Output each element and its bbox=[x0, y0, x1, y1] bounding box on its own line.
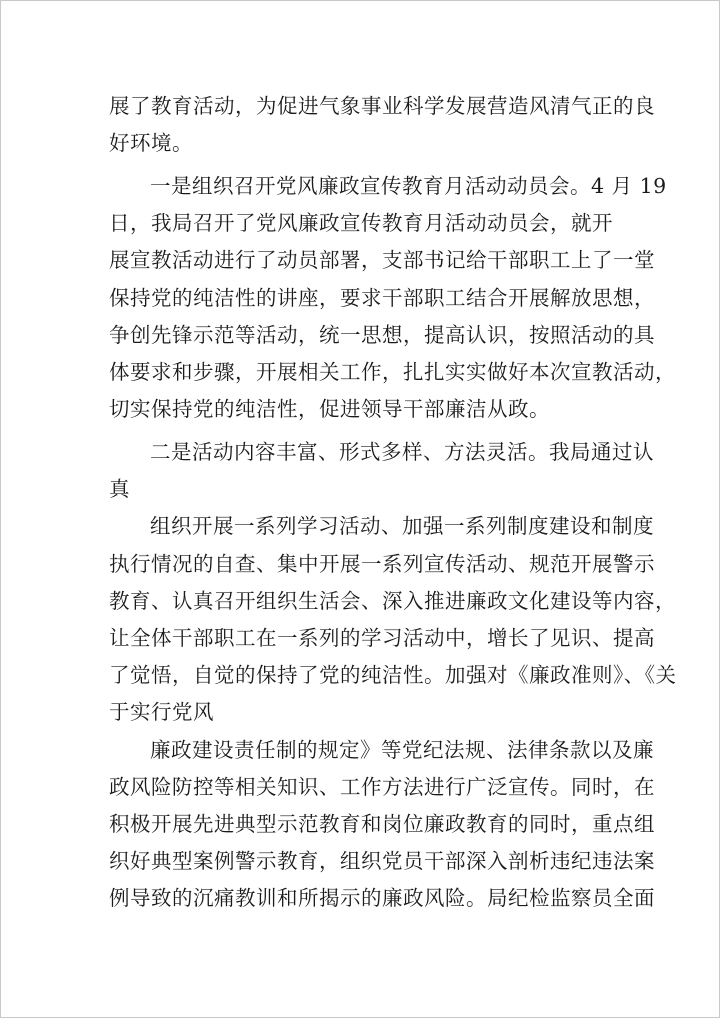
text-line: 例导致的沉痛教训和所揭示的廉政风险。局纪检监察员全面 bbox=[109, 886, 655, 910]
text-line: 保持党的纯洁性的讲座，要求干部职工结合开展解放思想， bbox=[109, 286, 655, 310]
text-line: 廉政建设责任制的规定》等党纪法规、法律条款以及廉 bbox=[150, 738, 654, 762]
text-line: 政风险防控等相关知识、工作方法进行广泛宣传。同时，在 bbox=[109, 775, 655, 799]
text-line: 争创先锋示范等活动，统一思想，提高认识，按照活动的具 bbox=[109, 323, 655, 347]
text-line: 日，我局召开了党风廉政宣传教育月活动动员会，就开 bbox=[109, 211, 613, 235]
text-line: 让全体干部职工在一系列的学习活动中，增长了见识、提高 bbox=[109, 626, 655, 650]
text-line: 展了教育活动，为促进气象事业科学发展营造风清气正的良 bbox=[109, 94, 655, 118]
text-line: 组织开展一系列学习活动、加强一系列制度建设和制度 bbox=[150, 514, 654, 538]
text-line: 体要求和步骤，开展相关工作，扎扎实实做好本次宣教活动， bbox=[109, 360, 676, 384]
text-line: 二是活动内容丰富、形式多样、方法灵活。我局通过认 bbox=[150, 440, 654, 464]
text-line: 展宣教活动进行了动员部署，支部书记给干部职工上了一堂 bbox=[109, 248, 655, 272]
text-line: 于实行党风 bbox=[109, 700, 214, 724]
text-line: 织好典型案例警示教育，组织党员干部深入剖析违纪违法案 bbox=[109, 849, 655, 873]
text-line: 一是组织召开党风廉政宣传教育月活动动员会。4 月 19 bbox=[150, 174, 667, 198]
text-line: 教育、认真召开组织生活会、深入推进廉政文化建设等内容， bbox=[109, 589, 676, 613]
text-line: 好环境。 bbox=[109, 131, 193, 155]
text-line: 了觉悟，自觉的保持了党的纯洁性。加强对《廉政准则》、《关 bbox=[109, 663, 677, 687]
text-line: 切实保持党的纯洁性，促进领导干部廉洁从政。 bbox=[109, 397, 550, 421]
text-line: 积极开展先进典型示范教育和岗位廉政教育的同时，重点组 bbox=[109, 812, 655, 836]
text-line: 执行情况的自查、集中开展一系列宣传活动、规范开展警示 bbox=[109, 552, 655, 576]
text-line: 真 bbox=[109, 477, 130, 501]
